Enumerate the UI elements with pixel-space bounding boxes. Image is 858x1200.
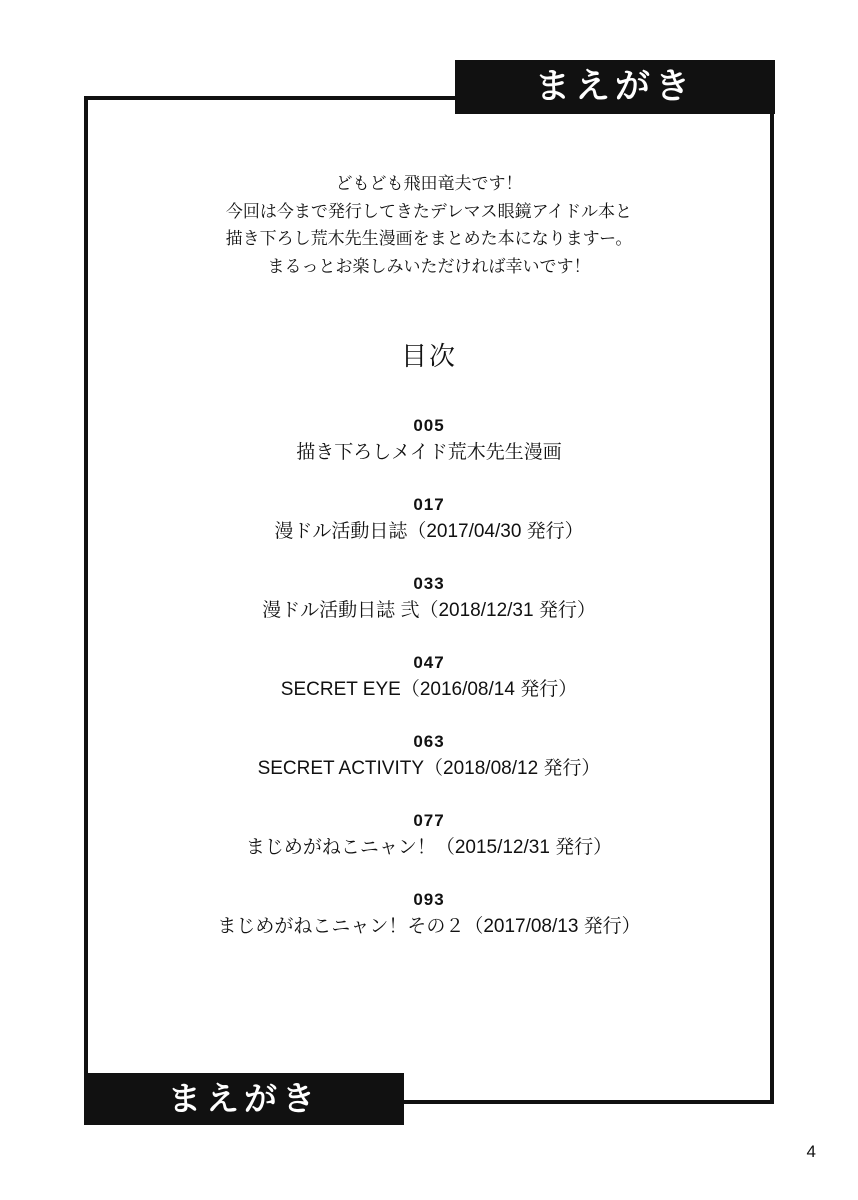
toc-entry-title: 漫ドル活動日誌（2017/04/30 発行）: [274, 520, 584, 542]
preface-line-4: まるっとお楽しみいただければ幸いです！: [267, 256, 591, 276]
page-number: 4: [806, 1142, 816, 1161]
preface-banner-bottom: [84, 1073, 404, 1125]
toc-page-number: 017: [413, 495, 445, 515]
table-of-contents-list: [88, 413, 770, 941]
toc-page-number: 077: [413, 811, 445, 831]
preface-text: [88, 170, 770, 280]
toc-page-number: 063: [413, 732, 445, 752]
toc-page-number: 005: [413, 416, 445, 436]
preface-banner-top: [455, 60, 775, 114]
toc-entry-title: SECRET ACTIVITY（2018/08/12 発行）: [257, 757, 601, 779]
toc-entry-title: 描き下ろしメイド荒木先生漫画: [296, 441, 562, 463]
toc-page-number: 047: [413, 653, 445, 673]
preface-banner-bottom-label: まえがき: [168, 1079, 320, 1117]
toc-entry-title: 漫ドル活動日誌 弐（2018/12/31 発行）: [262, 599, 596, 621]
list-item: [88, 887, 770, 941]
toc-entry-title: まじめがねこニャン！（2015/12/31 発行）: [245, 836, 613, 858]
toc-entry-title: SECRET EYE（2016/08/14 発行）: [280, 678, 578, 700]
toc-page-number: 093: [413, 890, 445, 910]
page-content: [88, 170, 770, 966]
toc-page-number: 033: [413, 574, 445, 594]
preface-line-3: 描き下ろし荒木先生漫画をまとめた本になりますー。: [225, 229, 633, 249]
list-item: [88, 808, 770, 862]
preface-banner-top-label: まえがき: [534, 66, 695, 106]
preface-line-1: どもども飛田竜夫です！: [335, 174, 523, 193]
list-item: [88, 729, 770, 783]
list-item: [88, 571, 770, 625]
table-of-contents-heading: 目次: [400, 341, 457, 372]
content-frame: [84, 96, 774, 1104]
list-item: [88, 492, 770, 546]
preface-line-2: 今回は今まで発行してきたデレマス眼鏡アイドル本と: [225, 201, 633, 221]
toc-entry-title: まじめがねこニャン！その２（2017/08/13 発行）: [217, 915, 641, 937]
list-item: [88, 413, 770, 467]
list-item: [88, 650, 770, 704]
